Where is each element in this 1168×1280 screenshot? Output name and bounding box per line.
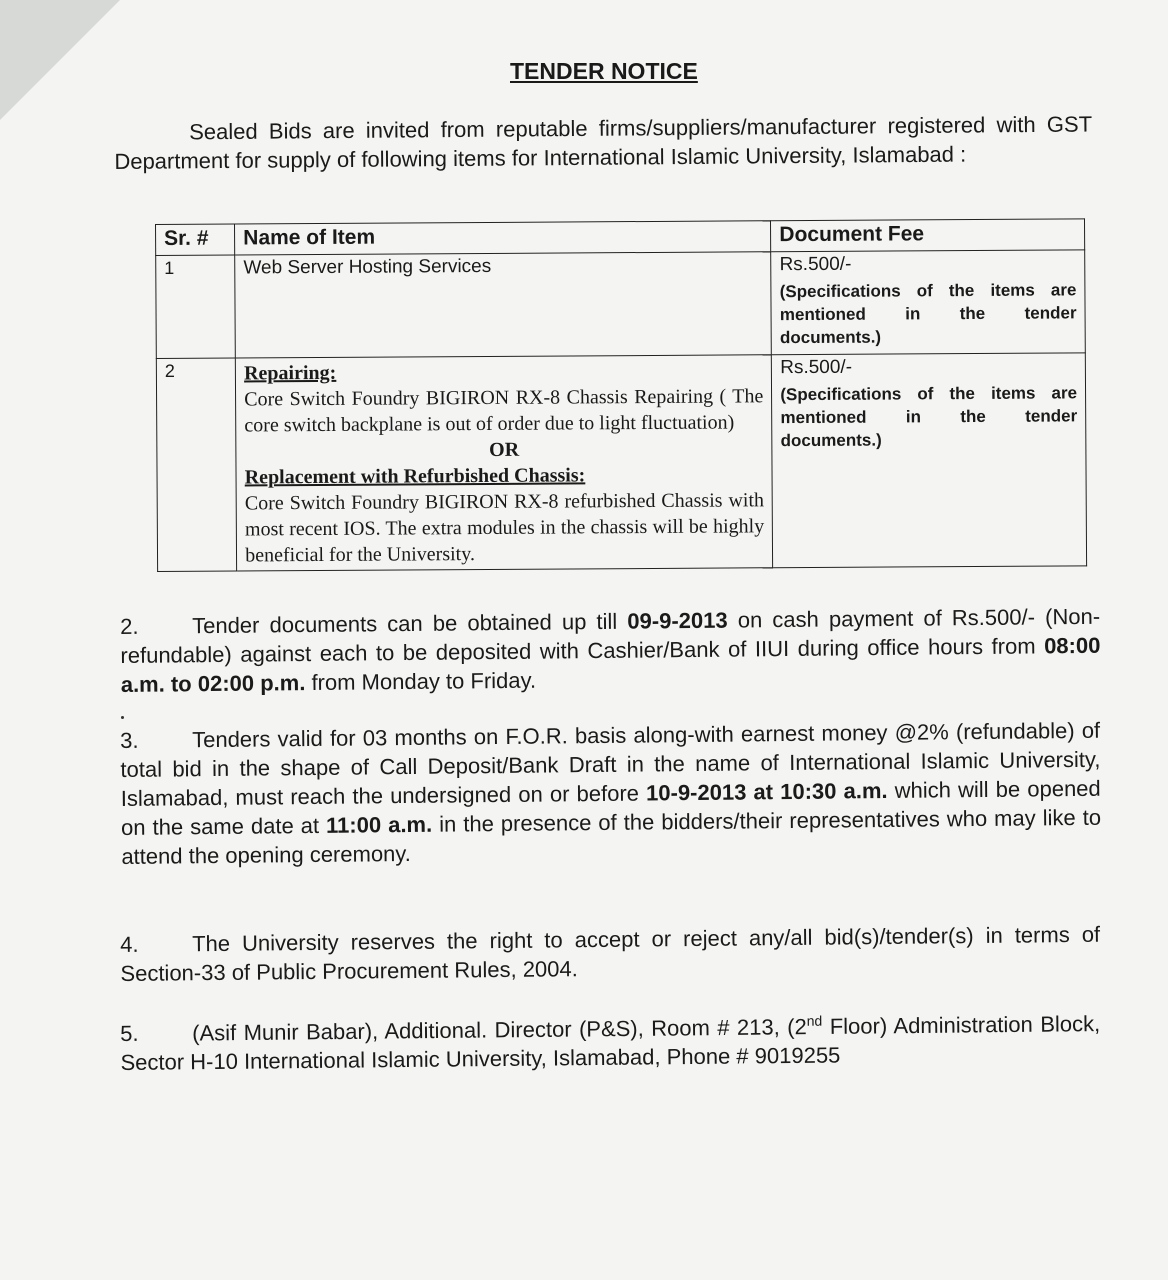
ordinal-suffix: nd (806, 1012, 823, 1029)
table-row (156, 353, 1086, 572)
row-fee: Rs.500/- (780, 356, 853, 379)
row-fee-spec: (Specifications of the items are mentioned in the tender documents.) (780, 383, 1078, 451)
table-row (156, 250, 1086, 359)
para-number: 3. (120, 727, 139, 753)
para-number: 4. (120, 931, 139, 957)
row-fee: Rs.500/- (779, 253, 852, 276)
row-fee-cell (771, 250, 1085, 355)
replace-heading: Replacement with Refurbished Chassis: (244, 464, 586, 489)
paragraph-4 (120, 920, 1101, 988)
para-text: which will be opened on the same date at (120, 775, 1101, 840)
intro-paragraph (114, 109, 1092, 176)
office-hours: 08:00 a.m. to 02:00 p.m. (120, 632, 1101, 697)
row-fee-cell (772, 353, 1087, 568)
or-separator: OR (489, 438, 520, 461)
paragraph-5 (120, 1004, 1101, 1078)
para-text: in the presence of the bidders/their representatives who may like to attend the opening ceremony. (121, 804, 1102, 869)
items-table (155, 218, 1087, 572)
header-name: Name of Item (235, 221, 771, 255)
repair-heading: Repairing: (244, 361, 337, 385)
opening-time: 11:00 a.m. (325, 811, 433, 838)
stray-mark (121, 716, 124, 719)
header-sr: Sr. # (156, 224, 235, 255)
para-text: Floor) Administration Block, Sector H-10 International Islamic University, Islamabad, Phone # 9019255 (120, 1011, 1101, 1076)
para-text: on cash payment of Rs.500/- (Non-refundable) against each to be deposited with Cashier/Bank of IIUI during office hours from (120, 603, 1101, 668)
para-text: from Monday to Friday. (305, 667, 537, 696)
paragraph-3 (120, 716, 1101, 871)
header-fee: Document Fee (771, 219, 1085, 252)
repair-text: Core Switch Foundry BIGIRON RX-8 Chassis Repairing ( The core switch backplane is out of order due to light fluctuation) (244, 385, 764, 437)
submission-deadline: 10-9-2013 at 10:30 a.m. (645, 777, 888, 806)
para-text: The University reserves the right to accept or reject any/all bid(s)/tender(s) in terms of Section-33 of Public Procurement Rules, 2004. (120, 921, 1101, 986)
page-fold-corner (0, 0, 120, 120)
para-number: 5. (120, 1021, 139, 1047)
row-fee-spec: (Specifications of the items are mentioned in the tender documents.) (779, 280, 1077, 348)
notice-title: TENDER NOTICE (510, 58, 698, 84)
row-item-name (235, 355, 772, 571)
para-text: Tenders valid for 03 months on F.O.R. basis along-with earnest money @2% (refundable) of total bid in the shape of Call Deposit/Bank Draft in the name of International Islamic University, Islamabad, must reach the undersigned on or before (120, 717, 1101, 811)
row-item-name: Web Server Hosting Services (235, 252, 772, 358)
para-number: 2. (120, 613, 139, 639)
replace-text: Core Switch Foundry BIGIRON RX-8 refurbished Chassis with most recent IOS. The extra modules in the chassis will be highly beneficial for the University. (244, 489, 765, 567)
para-text: Tender documents can be obtained up till (192, 608, 628, 639)
para-text: (Asif Munir Babar), Additional. Director (P&S), Room # 213, (2 (192, 1014, 807, 1046)
intro-text: Sealed Bids are invited from reputable firms/suppliers/manufacturer registered with GST Department for supply of following items for International Islamic University, Islamabad : (114, 111, 1093, 174)
row-sr: 1 (156, 255, 236, 358)
paragraph-2 (120, 602, 1101, 699)
row-sr: 2 (156, 358, 236, 571)
deadline-date: 09-9-2013 (627, 607, 728, 634)
